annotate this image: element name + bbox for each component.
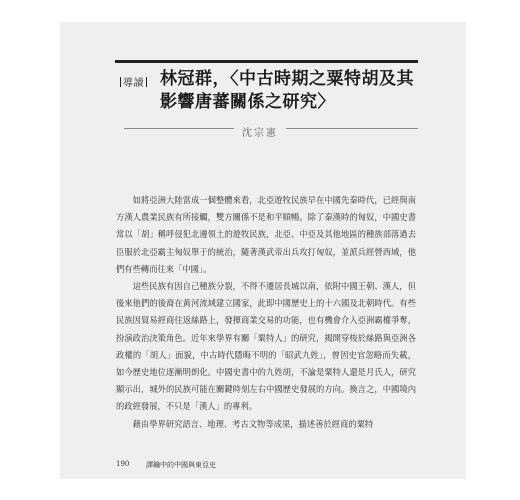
author-name: 沈宗憲	[234, 128, 286, 139]
header-rule	[115, 60, 418, 63]
section-tag	[118, 74, 149, 89]
section-tag-left-bar	[120, 77, 121, 87]
page-number: 190	[116, 460, 130, 468]
paragraph: 如將亞洲大陸當成一個整體來看，北亞遊牧民族早在中國先秦時代，已經與南方漢人農業民族有所接觸，雙方關係不是和平順暢。除了秦漢時的匈奴，中國史書常以「胡」稱呼侵犯北邊領土的遊牧民族，北亞、中亞及其他地區的種族部落過去臣服於北亞霸主匈奴單于的統治，隨著漢武帝出兵攻打匈奴，並派兵經營西域，他們有些轉而往來「中國」。	[116, 195, 416, 274]
running-title: 譯鑰中的中國與東亞史	[146, 461, 216, 469]
body-text	[116, 192, 416, 433]
author-block	[0, 121, 520, 140]
section-tag-right-bar	[146, 77, 147, 87]
paragraph: 這些民族有因自己種族分裂，不得不遷居長城以南，依附中國王朝、漢人，但後來他們的後裔在黃河流域建立國家，此即中國歷史上的十六國及北朝時代。有些民族因貿易經商往返絲路上，發揮商業交易的功能，也有機會介入亞洲霸權爭奪，扮演政治決策角色。近年來學界有關「粟特人」的研究，揭開穿梭於絲路與亞洲各政權的「胡人」面貌，中古時代隱晦不明的「昭武九姓」，曾因史官忽略而失載，如今歷史地位逐漸明朗化。中國史書中的九姓胡，不論是粟特人還是月氏人，研究顯示出，城外的民族可能在關鍵時刻左右中國歷史發展的方向。換言之，中國境內的政經發展，不只是「漢人」的專利。	[116, 281, 416, 412]
chapter-title: 林冠群，〈中古時期之粟特胡及其影響唐蕃關係之研究〉	[160, 69, 414, 112]
paragraph: 藉由學界研究語言、地理、考古文物等成果，描述善於經商的粟特	[132, 418, 374, 429]
section-label: 導讀	[123, 78, 144, 89]
